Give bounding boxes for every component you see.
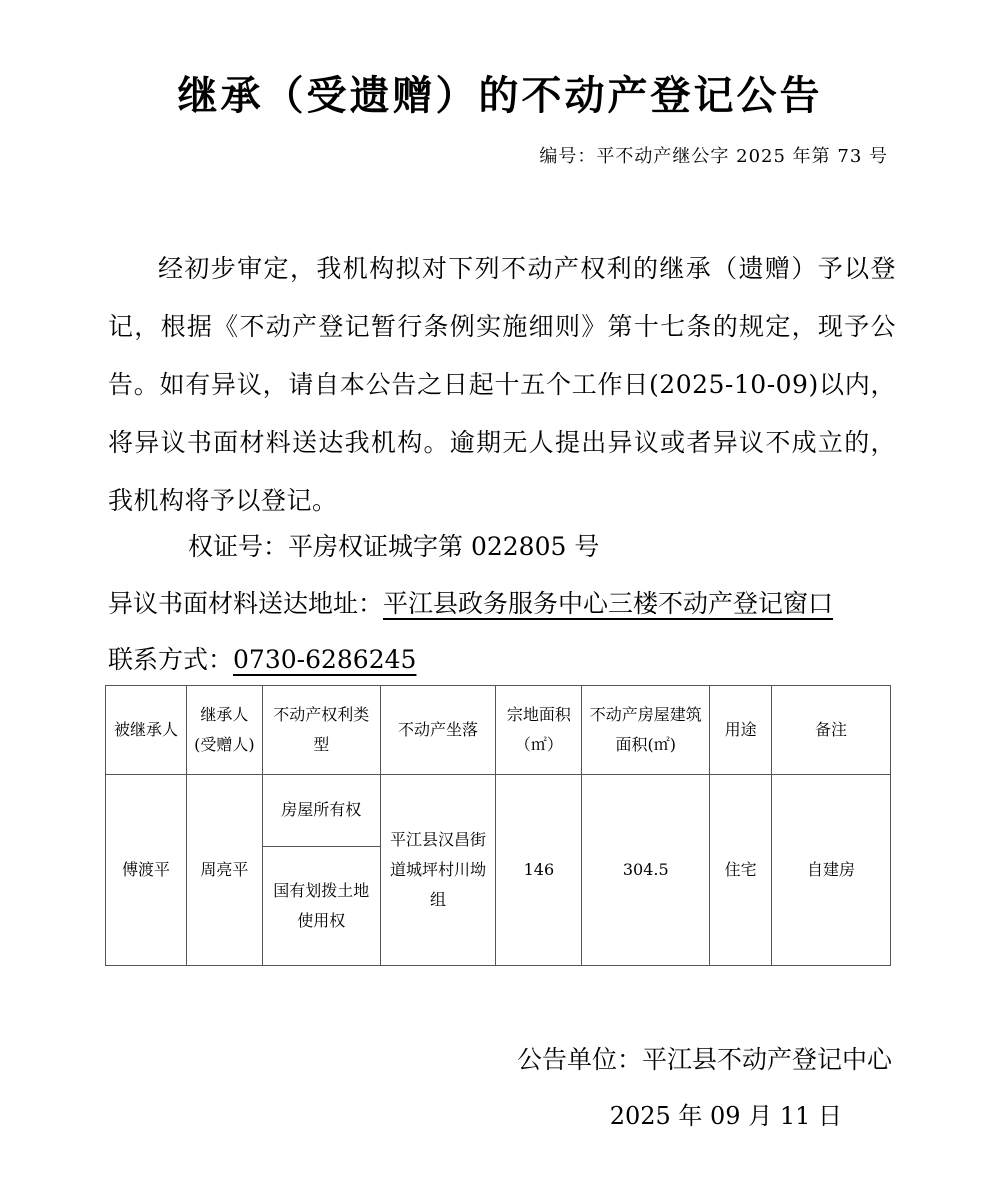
- header-building-area: 不动产房屋建筑面积(㎡): [582, 686, 710, 775]
- certificate-number: 权证号：平房权证城字第 022805 号: [188, 532, 600, 561]
- table-row: [106, 774, 891, 847]
- cell-right-type-2: 国有划拨土地使用权: [262, 847, 380, 966]
- objection-address: [108, 584, 833, 620]
- header-heir: 继承人(受赠人): [186, 686, 262, 775]
- page-title: 继承（受遗赠）的不动产登记公告: [177, 73, 823, 119]
- table-header-row: [106, 686, 891, 775]
- issue-date: 2025 年 09 月 11 日: [609, 1102, 842, 1130]
- address-label: 异议书面材料送达地址：: [108, 589, 384, 618]
- property-table: [105, 685, 891, 966]
- header-remarks: 备注: [772, 686, 891, 775]
- cell-land-area: 146: [496, 774, 582, 965]
- cell-heir: 周亮平: [186, 774, 262, 965]
- contact-phone: 0730-6286245: [233, 645, 417, 674]
- header-decedent: 被继承人: [106, 686, 187, 775]
- header-right-type: 不动产权利类 型: [262, 686, 380, 775]
- cell-usage: 住宅: [710, 774, 772, 965]
- contact-label: 联系方式：: [108, 645, 234, 674]
- contact-info: [108, 640, 416, 676]
- cell-decedent: 傅渡平: [106, 774, 187, 965]
- document-number: 编号：平不动产继公字 2025 年第 73 号: [539, 146, 888, 167]
- announcement-body: 经初步审定，我机构拟对下列不动产权利的继承（遗赠）予以登记，根据《不动产登记暂行条例实施细则》第十七条的规定，现予公告。如有异议，请自本公告之日起十五个工作日(2025-10-09)以内，将异议书面材料送达我机构。逾期无人提出异议或者异议不成立的，我机构将予以登记。: [108, 254, 896, 515]
- cell-right-type-1: 房屋所有权: [262, 774, 380, 847]
- cell-location: 平江县汉昌街道城坪村川坳组: [380, 774, 496, 965]
- header-location: 不动产坐落: [380, 686, 496, 775]
- cell-remarks: 自建房: [772, 774, 891, 965]
- header-land-area: 宗地面积（㎡）: [496, 686, 582, 775]
- address-value: 平江县政务服务中心三楼不动产登记窗口: [383, 589, 834, 618]
- header-usage: 用途: [710, 686, 772, 775]
- issuing-unit: 公告单位：平江县不动产登记中心: [516, 1045, 892, 1074]
- cell-building-area: 304.5: [582, 774, 710, 965]
